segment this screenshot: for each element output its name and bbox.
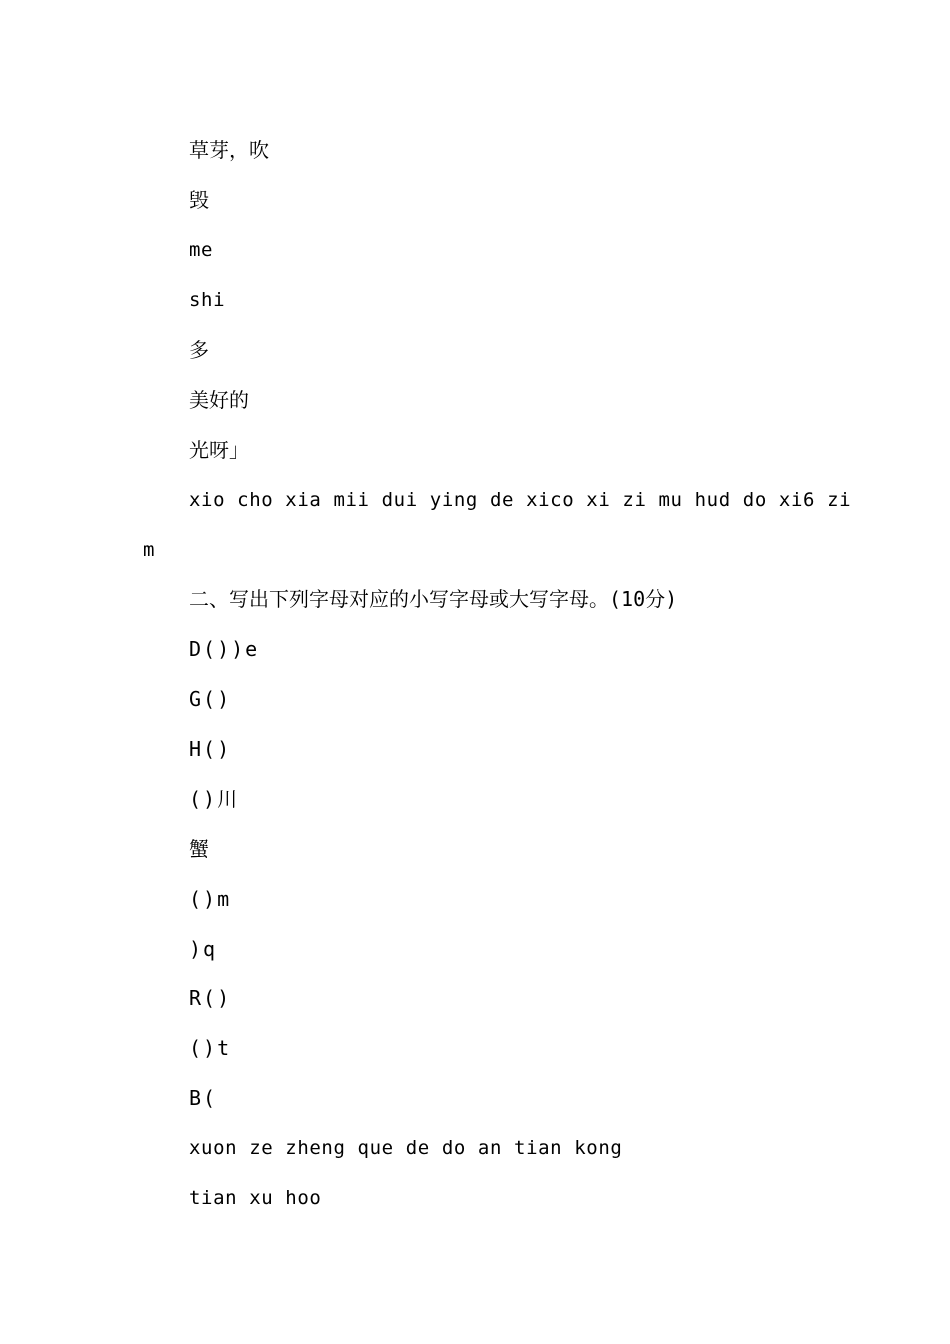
letter-item-7: R() bbox=[189, 986, 232, 1010]
letter-item-1: D())e bbox=[189, 637, 260, 661]
pinyin-line-3: tian xu hoo bbox=[189, 1187, 322, 1209]
text-line-8: 蟹 bbox=[189, 837, 209, 861]
letter-item-4: ()川 bbox=[189, 787, 240, 811]
letter-item-2: G() bbox=[189, 687, 232, 711]
text-line-2: 毁 bbox=[189, 188, 209, 212]
section-heading: 二、写出下列字母对应的小写字母或大写字母。(10分) bbox=[189, 587, 678, 611]
text-line-3: me bbox=[189, 239, 214, 261]
text-line-1: 草芽，吹 bbox=[189, 138, 269, 162]
pinyin-line-2: xuon ze zheng que de do an tian kong bbox=[189, 1137, 623, 1159]
text-line-4: shi bbox=[189, 289, 226, 311]
letter-item-8: ()t bbox=[189, 1036, 232, 1060]
letter-item-9: B( bbox=[189, 1086, 218, 1110]
pinyin-line-1-continued: m bbox=[143, 539, 156, 561]
text-line-6: 美好的 bbox=[189, 388, 249, 412]
text-line-5: 多 bbox=[189, 338, 209, 362]
letter-item-5: ()m bbox=[189, 887, 232, 911]
text-line-7: 光呀」 bbox=[189, 438, 249, 462]
letter-item-3: H() bbox=[189, 737, 232, 761]
pinyin-line-1: xio cho xia mii dui ying de xico xi zi mu hud do xi6 zi bbox=[189, 489, 852, 511]
letter-item-6: )q bbox=[189, 937, 218, 961]
